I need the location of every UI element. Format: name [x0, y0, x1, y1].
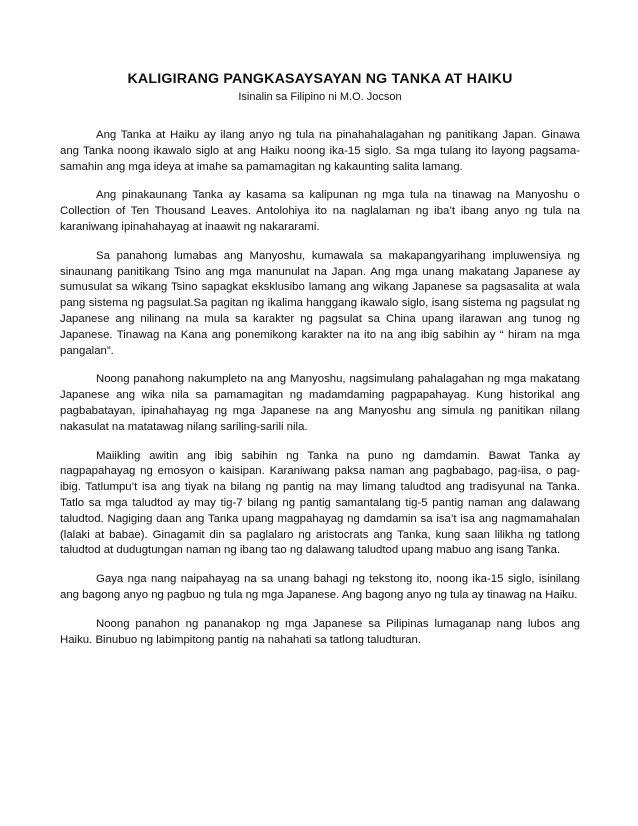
paragraph-haiku-philippines: Noong panahon ng pananakop ng mga Japanese sa Pilipinas lumaganap nang lubos ang Haiku. Binubuo ng labimpitong pantig na nahahati sa tatlong taludturan. [60, 617, 580, 646]
paragraph-intro: Ang Tanka at Haiku ay ilang anyo ng tula na pinahahalagahan ng panitikang Japan. Ginawa ang Tanka noong ikawalo siglo at ang Haiku noong ika-15 siglo. Sa mga tulang ito layong pagsama-samahin ang mga ideya at imahe sa pamamagitan ng kakaunting salita lamang. [60, 129, 580, 173]
document-subtitle: Isinalin sa Filipino ni M.O. Jocson [238, 91, 402, 103]
paragraph-kana: Sa panahong lumabas ang Manyoshu, kumawala sa makapangyarihang impluwensiya ng sinaunang panitikang Tsino ang mga manunulat na Japan. Ang mga unang makatang Japanese ay sumusulat sa wikang Tsino sapagkat eksklusibo lamang ang wikang Japanese sa pagsasalita at wala pang sistema ng pagsulat.Sa pagitan ng ikalima hanggang ikawalo siglo, isang sistema ng pagsulat ng Japanese ang nilinang na mula sa karakter ng pagsulat sa China upang ilarawan ang tunog ng Japanese. Tinawag na Kana ang ponemikong karakter na ito na ang ibig sabihin ay “ hiram na mga pangalan”. [60, 249, 580, 357]
document-title: KALIGIRANG PANGKASAYSAYAN NG TANKA AT HAIKU [127, 71, 513, 87]
paragraph-expression: Noong panahong nakumpleto na ang Manyoshu, nagsimulang pahalagahan ng mga makatang Japanese ang wika nila sa pamamagitan ng madamdaming pagpapahayag. Kung historikal ang pagbabatayan, ipinahahayag ng mga Japanese na ang Manyoshu ang simula ng panitikan nilang nakasulat na matatawag nilang sariling-sarili nila. [60, 373, 580, 433]
paragraph-tanka-form: Maiikling awitin ang ibig sabihin ng Tanka na puno ng damdamin. Bawat Tanka ay nagpapahayag ng emosyon o kaisipan. Karaniwang paksa naman ang pagbabago, pag-iisa, o pag-ibig. Tatlumpu’t isa ang tiyak na bilang ng pantig na may limang taludtod ang tradisyunal na Tanka. Tatlo sa mga taludtod ay may tig-7 bilang ng pantig samantalang tig-5 pantig naman ang dalawang taludtod. Nagiging daan ang Tanka upang magpahayag ng damdamin sa isa’t isa ang nagmamahalan (lalaki at babae). Ginagamit din sa paglalaro ng aristocrats ang Tanka, kung saan lilikha ng tatlong taludtod at dudugtungan naman ng ibang tao ng dalawang taludtod upang mabuo ang isang Tanka. [60, 449, 580, 557]
paragraph-manyoshu: Ang pinakaunang Tanka ay kasama sa kalipunan ng mga tula na tinawag na Manyoshu o Collection of Ten Thousand Leaves. Antolohiya ito na naglalaman ng iba’t ibang anyo ng tula na karaniwang ipinahahayag at inaawit ng nakararami. [60, 189, 580, 233]
document-page [60, 70, 580, 661]
paragraph-haiku-origin: Gaya nga nang naipahayag na sa unang bahagi ng tekstong ito, noong ika-15 siglo, isinilang ang bagong anyo ng pagbuo ng tula ng mga Japanese. Ang bagong anyo ng tula ay tinawag na Haiku. [60, 573, 580, 601]
